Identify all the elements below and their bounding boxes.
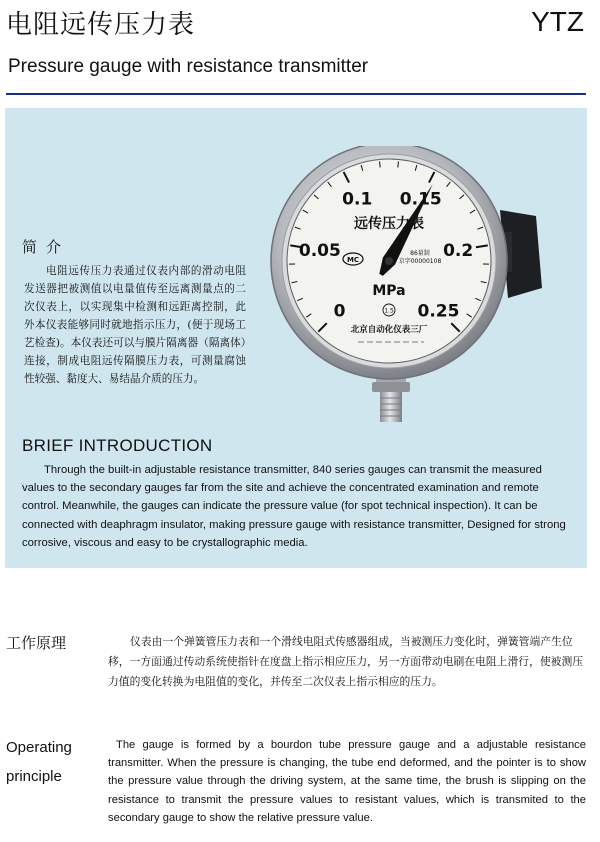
- svg-text:1.5: 1.5: [384, 307, 394, 315]
- operating-principle-label: Operating principle: [6, 739, 72, 785]
- product-title-cn: 电阻远传压力表: [6, 10, 196, 40]
- brief-intro-heading: BRIEF INTRODUCTION: [22, 436, 213, 455]
- svg-text:MC: MC: [346, 256, 360, 264]
- minor-tick: [380, 161, 381, 167]
- scale-label: 0: [333, 301, 346, 322]
- model-code: YTZ: [531, 6, 584, 37]
- scale-label: 0.2: [443, 241, 474, 262]
- scale-label: 0.15: [399, 189, 442, 210]
- product-title-en: Pressure gauge with resistance transmitter: [8, 56, 369, 77]
- scale-label: 0.1: [342, 189, 373, 210]
- minor-tick: [398, 161, 399, 167]
- intro-cn-heading: 简介: [22, 238, 71, 256]
- intro-cn-text: 电阻远传压力表通过仪表内部的滑动电阻发送器把被测值以电量值传至远离测量点的二次仪表上，以实现集中检测和远距离控制，此外本仪表能够同时就地指示压力，(便于现场工艺检查)。本仪表还可以与膜片隔离器（隔离体）连接，制成电阻远传隔膜压力表，可测量腐蚀性较强、黏度大、易结晶介质的压力。: [24, 265, 246, 385]
- scale-label: 0.25: [417, 301, 460, 322]
- gauge-pointer-hub: [385, 257, 393, 265]
- gauge-unit: MPa: [372, 283, 406, 299]
- working-principle-cn-label: 工作原理: [6, 634, 67, 652]
- gauge-manufacturer: 北京自动化仪表三厂: [350, 325, 428, 335]
- scale-label: 0.05: [298, 241, 341, 262]
- gauge-title: 远传压力表: [354, 216, 424, 232]
- cert-line-2: 京字00000108: [398, 258, 442, 265]
- working-principle-cn-text: 仪表由一个弹簧管压力表和一个滑线电阻式传感器组成，当被测压力变化时，弹簧管端产生位移，一方面通过传动系统使指针在度盘上指示相应压力，另一方面带动电刷在电阻上滑行，使被测压力值的变化转换为电阻值的变化，并传至二次仪表上指示相应的压力。: [108, 635, 584, 688]
- brief-intro-text: Through the built-in adjustable resistance transmitter, 840 series gauges can transmit the measured values to the secondary gauges far from the site and achieve the concentrated examination and remote control. Meanwhile, the gauges can indicate the pressure value (for spot technical inspection). It can be connected with deaphragm insulator, making pressure gauge with resistance transmitter, Designed for strong corrosive, viscous and easy to be crystallographic media.: [22, 464, 566, 549]
- operating-principle-text: The gauge is formed by a bourdon tube pressure gauge and a adjustable resistance transmitter. When the pressure is changing, the tube end deformed, and the pointer is to show the pressure value through the driving system, at the same time, the brush is slipping on the resistance to transmit the pressure values to resistant values, which is transmited to the secondary gauge to show the relative pressure value.: [108, 739, 586, 824]
- header-divider: [6, 93, 586, 95]
- pressure-gauge-image: [268, 146, 553, 428]
- cert-line-1: 86量制: [410, 250, 430, 257]
